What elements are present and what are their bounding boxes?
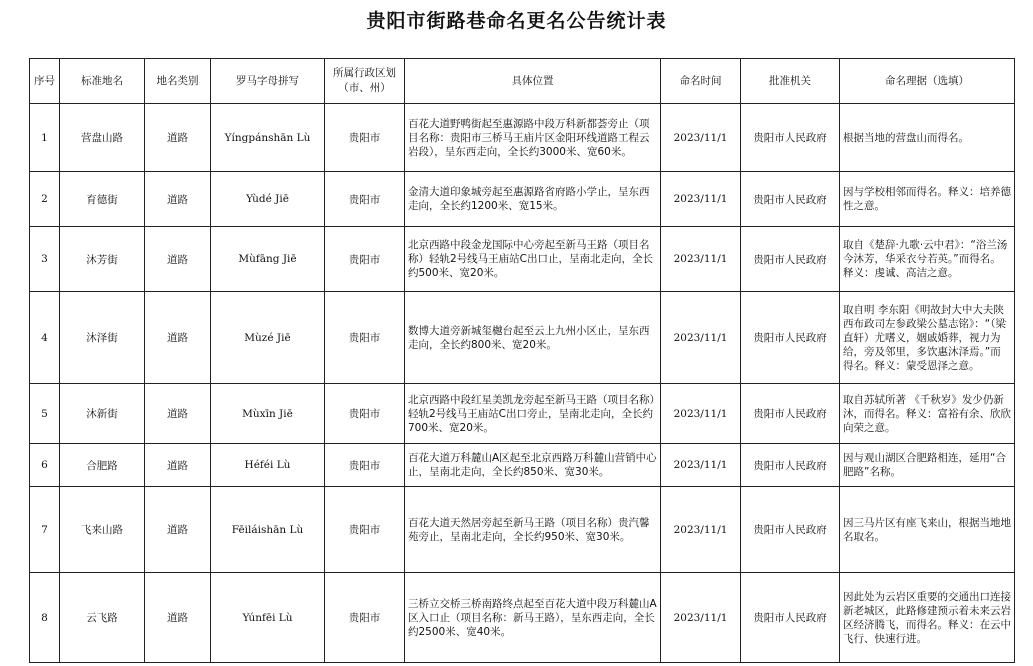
row-pinyin: Mùxīn Jiē [211,384,325,444]
header-location: 具体位置 [405,59,661,104]
row-name: 沐新街 [60,384,145,444]
row-region: 贵阳市 [325,573,405,663]
row-region: 贵阳市 [325,172,405,227]
row-name: 沐泽街 [60,292,145,384]
row-category: 道路 [145,104,211,172]
row-no: 7 [30,487,60,573]
header-date: 命名时间 [661,59,741,104]
row-category: 道路 [145,573,211,663]
row-category: 道路 [145,444,211,487]
document-title: 贵阳市街路巷命名更名公告统计表 [366,10,667,32]
row-category: 道路 [145,227,211,292]
row-no: 8 [30,573,60,663]
row-location: 百花大道天然居旁起至新马王路（项目名称）贵汽馨苑旁止，呈南北走向，全长约950米、宽30米。 [405,487,661,573]
row-category: 道路 [145,292,211,384]
row-rationale: 根据当地的营盘山而得名。 [840,104,1015,172]
row-name: 育德街 [60,172,145,227]
header-authority: 批准机关 [741,59,840,104]
row-rationale: 因三马片区有座飞来山，根据当地地名取名。 [840,487,1015,573]
row-region: 贵阳市 [325,487,405,573]
row-name: 飞来山路 [60,487,145,573]
table-row [30,384,1015,444]
header-pinyin: 罗马字母拼写 [211,59,325,104]
row-location: 金清大道印象城旁起至惠源路省府路小学止，呈东西走向，全长约1200米、宽15米。 [405,172,661,227]
row-date: 2023/11/1 [661,573,741,663]
row-authority: 贵阳市人民政府 [741,487,840,573]
row-date: 2023/11/1 [661,292,741,384]
row-name: 云飞路 [60,573,145,663]
row-date: 2023/11/1 [661,487,741,573]
row-location: 数博大道旁新城玺樾台起至云上九州小区止，呈东西走向，全长约800米、宽20米。 [405,292,661,384]
row-pinyin: Yùdé Jiē [211,172,325,227]
row-no: 2 [30,172,60,227]
row-no: 1 [30,104,60,172]
row-region: 贵阳市 [325,444,405,487]
row-no: 3 [30,227,60,292]
table-row [30,573,1015,663]
row-no: 6 [30,444,60,487]
row-authority: 贵阳市人民政府 [741,227,840,292]
row-date: 2023/11/1 [661,104,741,172]
row-no: 5 [30,384,60,444]
row-location: 北京西路中段金龙国际中心旁起至新马王路（项目名称）轻轨2号线马王庙站C出口止，呈南北走向，全长约500米、宽20米。 [405,227,661,292]
row-rationale: 因与观山湖区合肥路相连，延用“合肥路”名称。 [840,444,1015,487]
header-name: 标准地名 [60,59,145,104]
header-no: 序号 [30,59,60,104]
row-pinyin: Fēiláishān Lù [211,487,325,573]
row-no: 4 [30,292,60,384]
row-authority: 贵阳市人民政府 [741,104,840,172]
row-pinyin: Yúnfēi Lù [211,573,325,663]
row-category: 道路 [145,384,211,444]
table-row [30,172,1015,227]
row-region: 贵阳市 [325,384,405,444]
row-region: 贵阳市 [325,227,405,292]
header-row [30,59,1015,104]
row-rationale: 取自《楚辞·九歌·云中君》：“浴兰汤今沐芳，华采衣兮若英。”而得名。释义：虔诚、高洁之意。 [840,227,1015,292]
row-date: 2023/11/1 [661,384,741,444]
header-region: 所属行政区划（市、州） [325,59,405,104]
row-rationale: 取自苏轼所著 《千秋岁》发少仍新沐，而得名。释义：富裕有余、欣欣向荣之意。 [840,384,1015,444]
row-authority: 贵阳市人民政府 [741,444,840,487]
row-name: 沐芳街 [60,227,145,292]
row-date: 2023/11/1 [661,444,741,487]
row-date: 2023/11/1 [661,172,741,227]
table-row [30,444,1015,487]
row-pinyin: Mùfāng Jiē [211,227,325,292]
row-rationale: 取自明 李东阳《明故封大中大夫陕西布政司左参政梁公墓志铭》：“（梁直轩）尤嗜义，姻戚婚葬，视力为给，旁及邻里，多饮惠沐泽焉。”而得名。释义：蒙受恩泽之意。 [840,292,1015,384]
row-location: 百花大道万科麓山A区起至北京西路万科麓山营销中心止，呈南北走向，全长约850米、宽30米。 [405,444,661,487]
header-category: 地名类别 [145,59,211,104]
row-category: 道路 [145,172,211,227]
row-pinyin: Yíngpánshān Lù [211,104,325,172]
row-rationale: 因此处为云岩区重要的交通出口连接新老城区，此路修建预示着未来云岩区经济腾飞，而得名。释义：在云中飞行、快速行进。 [840,573,1015,663]
table-row [30,487,1015,573]
table-row [30,104,1015,172]
naming-table [29,58,1015,663]
row-authority: 贵阳市人民政府 [741,172,840,227]
row-region: 贵阳市 [325,292,405,384]
row-authority: 贵阳市人民政府 [741,573,840,663]
row-rationale: 因与学校相邻而得名。释义：培养德性之意。 [840,172,1015,227]
row-pinyin: Héféi Lù [211,444,325,487]
row-date: 2023/11/1 [661,227,741,292]
row-location: 百花大道野鸭街起至惠源路中段万科新都荟旁止（项目名称：贵阳市三桥马王庙片区金阳环线道路工程云岩段），呈东西走向，全长约3000米、宽60米。 [405,104,661,172]
row-category: 道路 [145,487,211,573]
row-authority: 贵阳市人民政府 [741,292,840,384]
row-authority: 贵阳市人民政府 [741,384,840,444]
row-region: 贵阳市 [325,104,405,172]
row-name: 合肥路 [60,444,145,487]
row-location: 三桥立交桥三桥南路终点起至百花大道中段万科麓山A区入口止（项目名称：新马王路），呈东西走向，全长约2500米、宽40米。 [405,573,661,663]
table-row [30,292,1015,384]
row-location: 北京西路中段红星美凯龙旁起至新马王路（项目名称）轻轨2号线马王庙站C出口旁止，呈南北走向，全长约700米、宽20米。 [405,384,661,444]
row-name: 营盘山路 [60,104,145,172]
table-row [30,227,1015,292]
header-rationale: 命名理据（选填） [840,59,1015,104]
row-pinyin: Mùzé Jiē [211,292,325,384]
